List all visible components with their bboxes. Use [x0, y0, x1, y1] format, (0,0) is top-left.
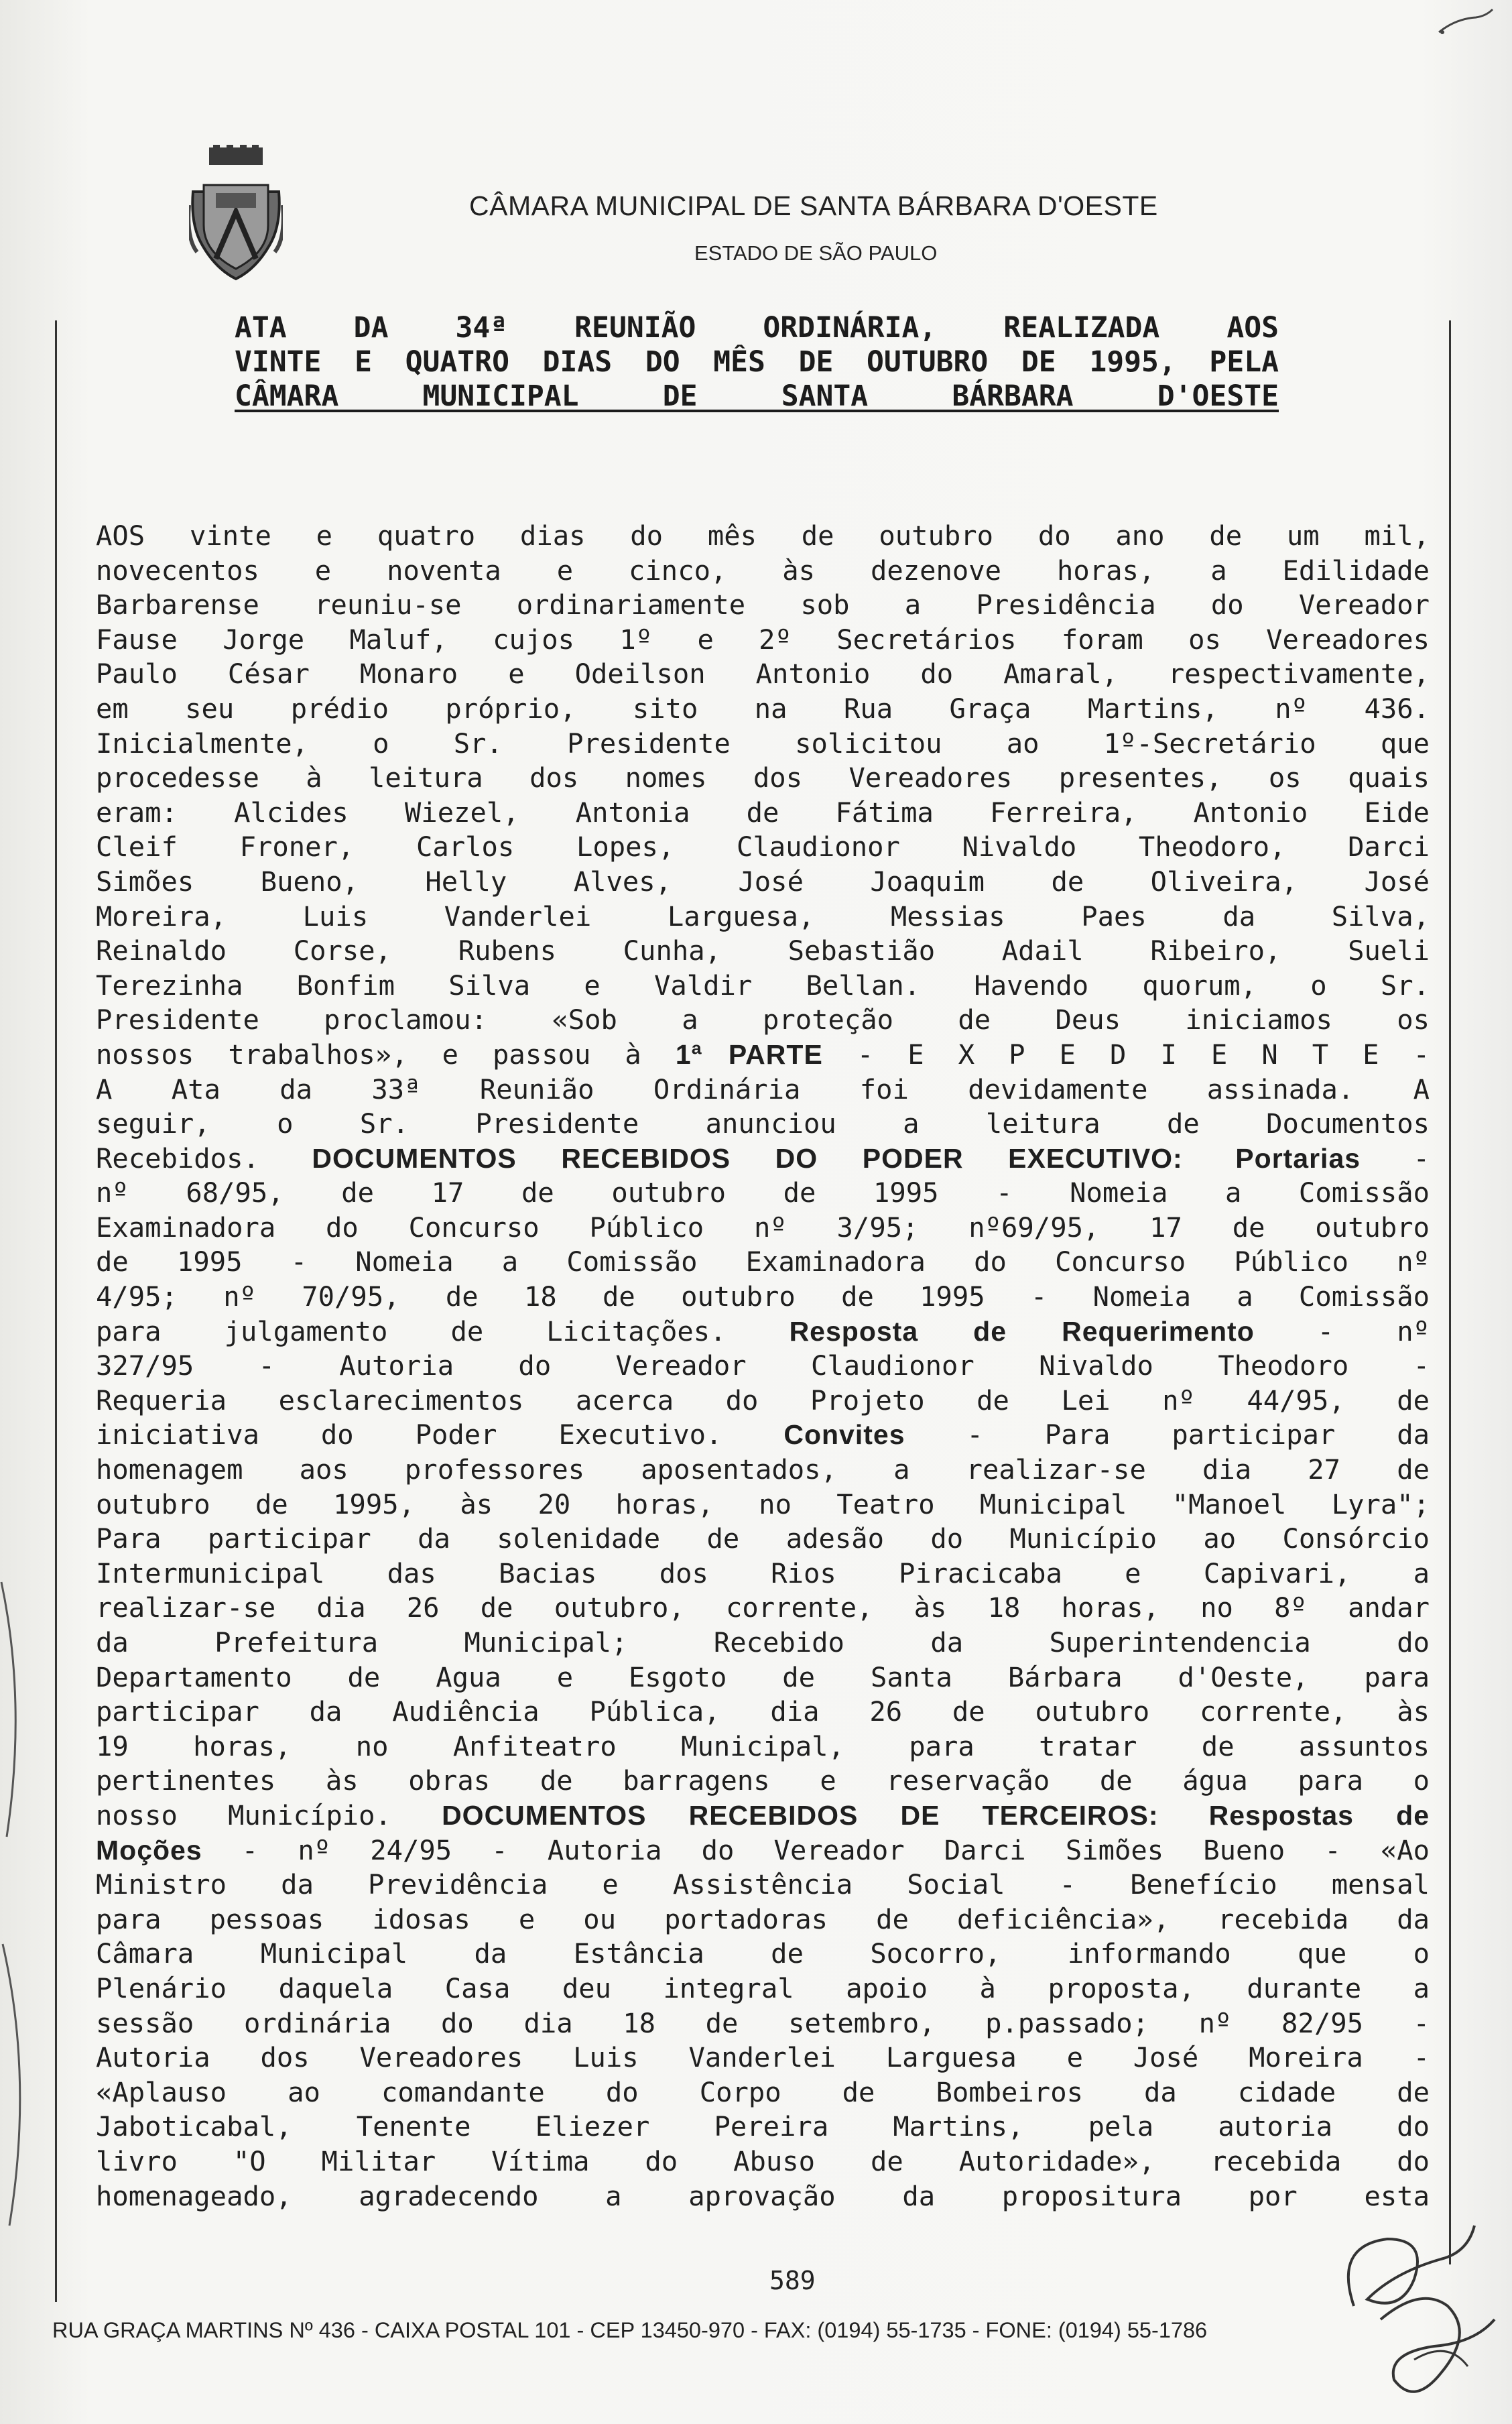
body-line: Paulo César Monaro e Odeilson Antonio do Amaral, respectivamente, — [96, 658, 1430, 690]
page-number: 589 — [769, 2266, 816, 2295]
body-line: Simões Bueno, Helly Alves, José Joaquim de Oliveira, José — [96, 865, 1430, 898]
body-line: participar da Audiência Pública, dia 26 de outubro corrente, às — [96, 1695, 1430, 1728]
body-line: Recebidos. DOCUMENTOS RECEBIDOS DO PODER EXECUTIVO: Portarias - — [96, 1142, 1430, 1174]
handwritten-signature-icon — [1314, 2205, 1501, 2420]
body-line: Presidente proclamou: «Sob a proteção de Deus iniciamos os — [96, 1004, 1430, 1036]
body-line: Moreira, Luis Vanderlei Larguesa, Messias Paes da Silva, — [96, 900, 1430, 932]
body-line: Intermunicipal das Bacias dos Rios Piracicaba e Capivari, a — [96, 1557, 1430, 1589]
body-line: Jaboticabal, Tenente Eliezer Pereira Martins, pela autoria do — [96, 2110, 1430, 2143]
ink-mark-icon — [1436, 5, 1496, 39]
body-line: procedesse à leitura dos nomes dos Vereadores presentes, os quais — [96, 762, 1430, 794]
body-line: iniciativa do Poder Executivo. Convites - Para participar da — [96, 1418, 1430, 1451]
institution-name: CÂMARA MUNICIPAL DE SANTA BÁRBARA D'OESTE — [469, 190, 1158, 221]
title-line: CÂMARA MUNICIPAL DE SANTA BÁRBARA D'OESTE — [235, 379, 1279, 413]
body-line: nº 68/95, de 17 de outubro de 1995 - Nomeia a Comissão — [96, 1176, 1430, 1209]
body-line: Reinaldo Corse, Rubens Cunha, Sebastião Adail Ribeiro, Sueli — [96, 934, 1430, 967]
body-line: de 1995 - Nomeia a Comissão Examinadora do Concurso Público nº — [96, 1246, 1430, 1278]
body-line: 4/95; nº 70/95, de 18 de outubro de 1995 - Nomeia a Comissão — [96, 1280, 1430, 1313]
body-line: Ministro da Previdência e Assistência Social - Benefício mensal — [96, 1868, 1430, 1901]
state-name: ESTADO DE SÃO PAULO — [694, 241, 938, 265]
body-line: novecentos e noventa e cinco, às dezenove horas, a Edilidade — [96, 554, 1430, 587]
edge-stroke-icon — [0, 1569, 40, 2239]
body-line: seguir, o Sr. Presidente anunciou a leitura de Documentos — [96, 1107, 1430, 1140]
body-line: AOS vinte e quatro dias do mês de outubro do ano de um mil, — [96, 520, 1430, 552]
minutes-title — [235, 311, 1279, 414]
title-line: ATA DA 34ª REUNIÃO ORDINÁRIA, REALIZADA AOS — [235, 311, 1279, 345]
body-line: «Aplauso ao comandante do Corpo de Bombeiros da cidade de — [96, 2075, 1430, 2108]
body-line: homenagem aos professores aposentados, a realizar-se dia 27 de — [96, 1453, 1430, 1486]
body-line: para pessoas idosas e ou portadoras de deficiência», recebida da — [96, 1902, 1430, 1935]
body-line: outubro de 1995, às 20 horas, no Teatro Municipal "Manoel Lyra"; — [96, 1488, 1430, 1520]
body-line: Fause Jorge Maluf, cujos 1º e 2º Secretários foram os Vereadores — [96, 623, 1430, 656]
body-line: nossos trabalhos», e passou à 1ª PARTE - E X P E D I E N T E - — [96, 1038, 1430, 1071]
body-line: para julgamento de Licitações. Resposta de Requerimento - nº — [96, 1315, 1430, 1347]
body-line: da Prefeitura Municipal; Recebido da Superintendencia do — [96, 1626, 1430, 1658]
left-margin-rule — [55, 320, 57, 2302]
body-line: Moções - nº 24/95 - Autoria do Vereador Darci Simões Bueno - «Ao — [96, 1833, 1430, 1866]
right-margin-rule — [1449, 320, 1451, 2264]
body-line: Examinadora do Concurso Público nº 3/95; nº69/95, 17 de outubro — [96, 1211, 1430, 1244]
footer-address: RUA GRAÇA MARTINS Nº 436 - CAIXA POSTAL 101 - CEP 13450-970 - FAX: (0194) 55-1735 - FONE: (0194) 55-1786 — [52, 2318, 1208, 2342]
body-line: Autoria dos Vereadores Luis Vanderlei Larguesa e José Moreira - — [96, 2041, 1430, 2074]
body-line: pertinentes às obras de barragens e reservação de água para o — [96, 1764, 1430, 1797]
body-line: Terezinha Bonfim Silva e Valdir Bellan. Havendo quorum, o Sr. — [96, 969, 1430, 1002]
body-line: A Ata da 33ª Reunião Ordinária foi devidamente assinada. A — [96, 1073, 1430, 1105]
body-line: Inicialmente, o Sr. Presidente solicitou ao 1º-Secretário que — [96, 727, 1430, 760]
body-line: livro "O Militar Vítima do Abuso de Autoridade», recebida do — [96, 2144, 1430, 2177]
minutes-body — [96, 519, 1430, 2214]
body-line: Departamento de Agua e Esgoto de Santa Bárbara d'Oeste, para — [96, 1660, 1430, 1693]
body-line: Plenário daquela Casa deu integral apoio à proposta, durante a — [96, 1972, 1430, 2004]
body-line: homenageado, agradecendo a aprovação da propositura por esta — [96, 2179, 1430, 2212]
municipal-coat-of-arms-icon — [189, 145, 283, 286]
body-line: em seu prédio próprio, sito na Rua Graça Martins, nº 436. — [96, 692, 1430, 725]
body-line: 19 horas, no Anfiteatro Municipal, para tratar de assuntos — [96, 1730, 1430, 1762]
title-line: VINTE E QUATRO DIAS DO MÊS DE OUTUBRO DE 1995, PELA — [235, 345, 1279, 379]
body-line: Barbarense reuniu-se ordinariamente sob a Presidência do Vereador — [96, 589, 1430, 621]
body-line: Requeria esclarecimentos acerca do Projeto de Lei nº 44/95, de — [96, 1384, 1430, 1416]
body-line: Câmara Municipal da Estância de Socorro, informando que o — [96, 1937, 1430, 1970]
body-line: Cleif Froner, Carlos Lopes, Claudionor Nivaldo Theodoro, Darci — [96, 831, 1430, 863]
body-line: 327/95 - Autoria do Vereador Claudionor Nivaldo Theodoro - — [96, 1349, 1430, 1382]
body-line: realizar-se dia 26 de outubro, corrente, às 18 horas, no 8º andar — [96, 1591, 1430, 1624]
body-line: Para participar da solenidade de adesão do Município ao Consórcio — [96, 1522, 1430, 1555]
body-line: nosso Município. DOCUMENTOS RECEBIDOS DE TERCEIROS: Respostas de — [96, 1799, 1430, 1831]
body-line: eram: Alcides Wiezel, Antonia de Fátima Ferreira, Antonio Eide — [96, 796, 1430, 829]
body-line: sessão ordinária do dia 18 de setembro, p.passado; nº 82/95 - — [96, 2006, 1430, 2039]
